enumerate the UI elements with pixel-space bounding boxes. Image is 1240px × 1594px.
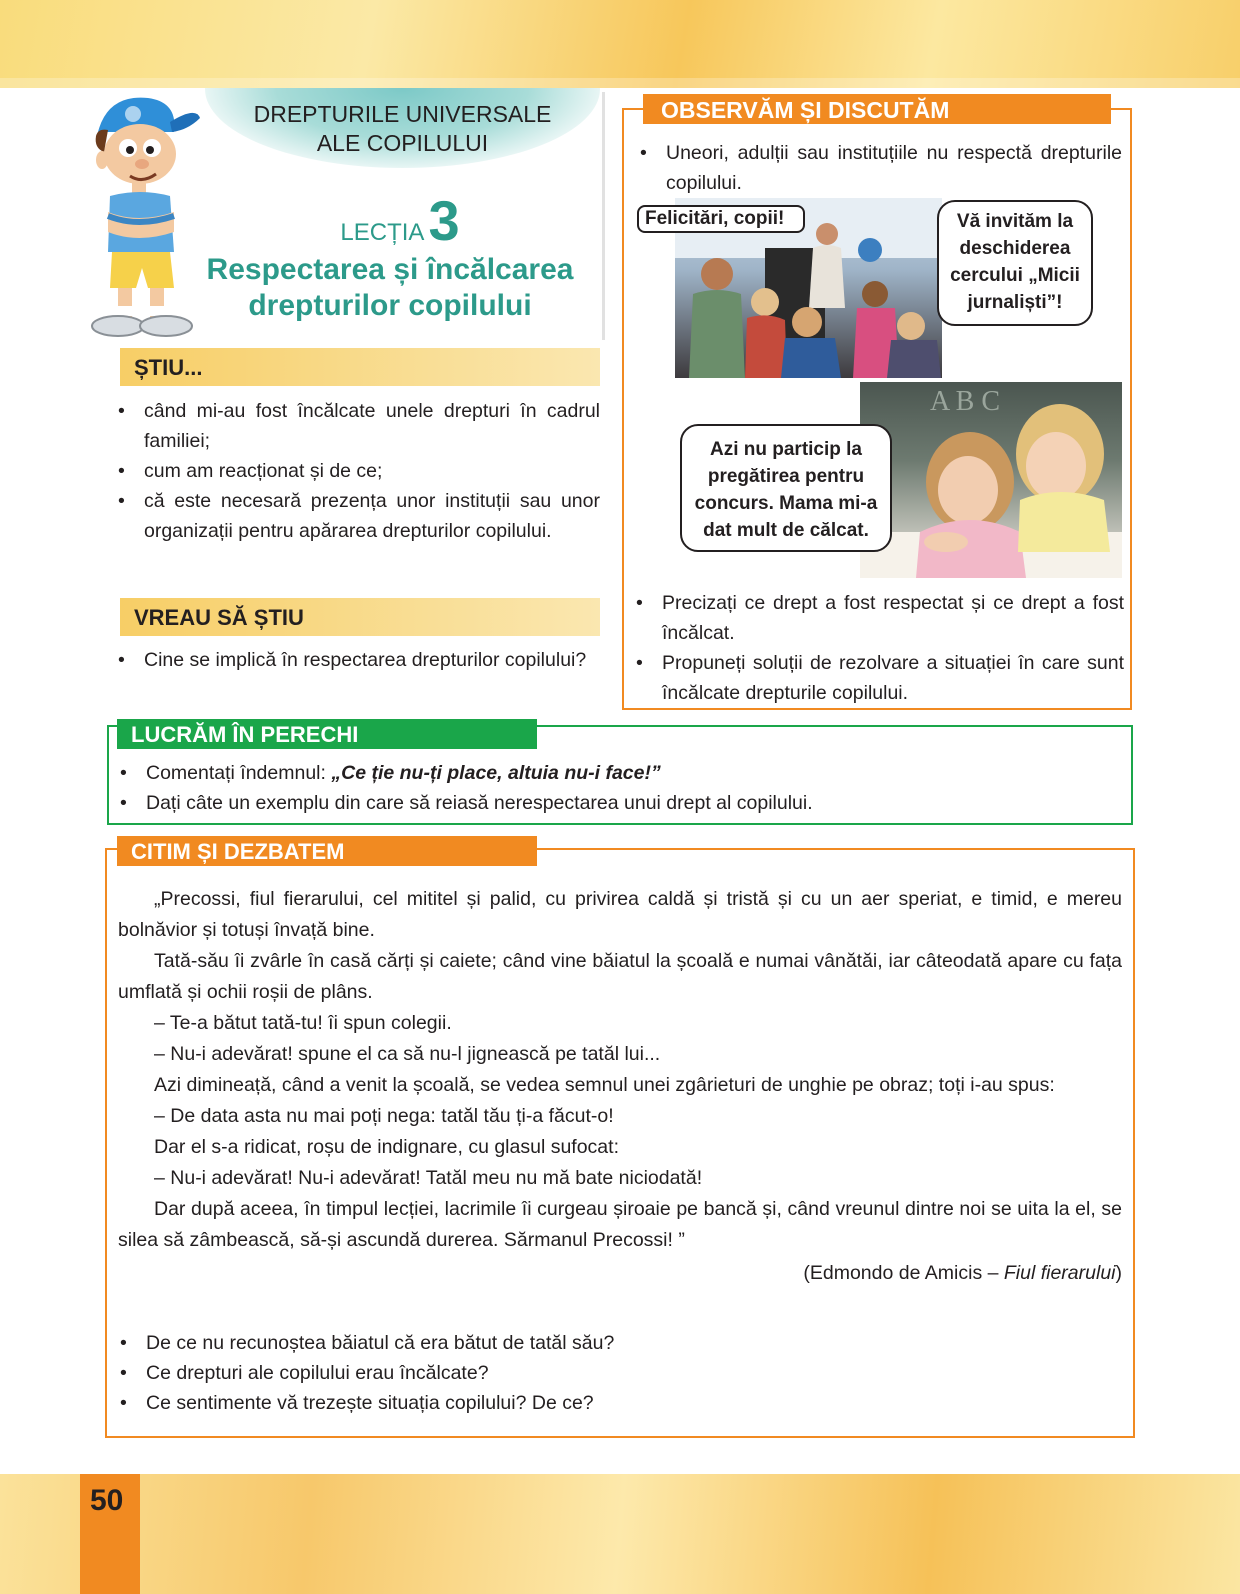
list-item: • Dați câte un exemplu din care să reiasă nerespectarea unui drept al copilului. [120,792,813,814]
story-source: (Edmondo de Amicis – Fiul fierarului) [803,1262,1122,1284]
story-paragraph: Azi dimineață, când a venit la școală, se vedea semnul unei zgârieturi de unghie pe obraz; toți i-au spus: [154,1074,1055,1096]
observam-heading: OBSERVĂM ȘI DISCUTĂM [643,94,1111,124]
girls-photo [860,382,1122,578]
story-paragraph: „Precossi, fiul fierarului, cel mititel și palid, cu privirea caldă și tristă și cu un aer speriat, e timid, e mereu bolnăvior și totuși învață bine. [118,888,1122,941]
story-dialogue: – Nu-i adevărat! Nu-i adevărat! Tatăl meu nu mă bate niciodată! [154,1167,703,1189]
list-item: • Propuneți soluții de rezolvare a situației în care sunt încălcate drepturile copilului. [636,652,1124,704]
story-dialogue: – Nu-i adevărat! spune el ca să nu-l jignească pe tatăl lui... [154,1043,661,1065]
list-item: • De ce nu recunoștea băiatul că era bătut de tatăl său? [120,1332,615,1354]
story-dialogue: – Te-a bătut tată-tu! îi spun colegii. [154,1012,452,1034]
list-item: • Ce drepturi ale copilului erau încălcate? [120,1362,489,1384]
observam-intro [632,138,1122,198]
chapter-title [210,100,595,158]
lesson-title-line-1: Respectarea și încălcarea [206,253,574,286]
speech-bubble-girl: Azi nu particip la pregătirea pentru concurs. Mama mi-a dat mult de călcat. [680,424,892,552]
speech-bubble-teacher: Felicitări, copii! [637,205,805,233]
chapter-title-line-2: ALE COPILULUI [316,130,489,156]
observam-questions [628,588,1124,708]
list-item: • când mi-au fost încălcate unele drepturi în cadrul familiei; [118,400,600,452]
story-text [118,884,1122,1289]
story-paragraph: Tată-său îi zvârle în casă cărți și caiete; când vine băiatul la școală e numai vânătăi, iar câteodată apare cu fața umflată și ochii roșii de plâns. [118,950,1122,1003]
lesson-word: LECȚIA [340,219,425,246]
story-paragraph: Dar după aceea, în timpul lecției, lacrimile îi curgeau șiroaie pe bancă și, când vreunul dintre noi se uita la el, se silea să zâmbească, să-și ascundă durerea. Sărmanul Precossi! ” [118,1198,1122,1251]
story-dialogue: Dar el s-a ridicat, roșu de indignare, cu glasul sufocat: [154,1136,619,1158]
bottom-decorative-band [0,1474,1240,1594]
lucram-list [112,758,1112,818]
lucram-heading: LUCRĂM ÎN PERECHI [117,719,537,749]
list-item: • că este necesară prezența unor instituții sau unor organizații pentru apărarea drepturilor copilului. [118,490,600,542]
list-item: • Uneori, adulții sau instituțiile nu respectă drepturile copilului. [640,142,1122,194]
list-item: • Comentați îndemnul: „Ce ție nu-ți place, altuia nu-i face!” [120,762,661,784]
stiu-list [110,396,600,546]
citim-questions [112,1328,1112,1418]
lesson-title-line-2: drepturilor copilului [248,289,532,322]
stiu-heading: ȘTIU... [120,348,600,386]
lesson-number: 3 [428,189,460,252]
page-number: 50 [90,1484,124,1517]
list-item: • cum am reacționat și de ce; [118,460,383,482]
citim-heading: CITIM ȘI DEZBATEM [117,836,537,866]
story-dialogue: – De data asta nu mai poți nega: tatăl tău ți-a făcut-o! [154,1105,614,1127]
boy-mascot-illustration [78,92,204,338]
list-item: • Precizați ce drept a fost respectat și ce drept a fost încălcat. [636,592,1124,644]
lesson-label [200,188,600,253]
vreau-heading: VREAU SĂ ȘTIU [120,598,600,636]
svg-text:A B C: A B C [930,386,1001,417]
top-decorative-band [0,0,1240,88]
vreau-list [110,645,600,675]
chapter-title-line-1: DREPTURILE UNIVERSALE [253,101,552,127]
girls-photo-image [860,382,1122,578]
lesson-title [170,252,610,324]
speech-bubble-invitation: Vă invităm la deschiderea cercului „Micii jurnaliști”! [937,200,1093,326]
list-item: • Ce sentimente vă trezește situația copilului? De ce? [120,1392,594,1414]
list-item: • Cine se implică în respectarea drepturilor copilului? [118,649,587,671]
